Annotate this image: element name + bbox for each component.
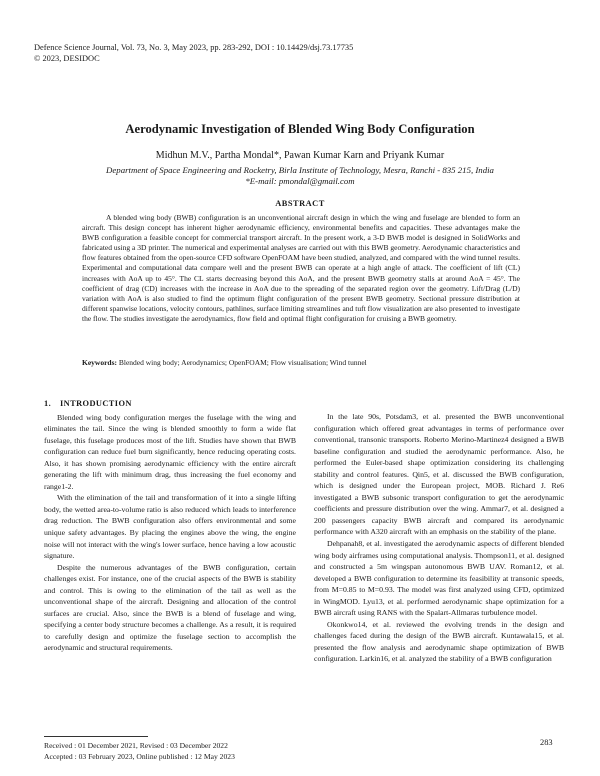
section-title: INTRODUCTION	[60, 399, 132, 408]
affiliation-block	[0, 165, 600, 187]
section-number: 1.	[44, 399, 52, 408]
received-line: Received : 01 December 2021, Revised : 03 December 2022	[44, 741, 228, 750]
body-paragraph: Blended wing body configuration merges the fuselage with the wing and eliminates the tail. Since the wing is blended smoothly to form a wide flat fuselage, this fuselage produces most of the lift. Studies have shown that BWB configuration can reduce fuel burn significantly, hence reducing operating costs. Also, it has shown promising aerodynamic efficiency with the entire aircraft generating the lift with minimum drag, thus increasing the fuel economy and range1-2.	[44, 412, 296, 491]
affiliation: Department of Space Engineering and Rocketry, Birla Institute of Technology, Mesra, Ranchi - 835 215, India	[106, 165, 494, 175]
author-list: Midhun M.V., Partha Mondal*, Pawan Kumar Karn and Priyank Kumar	[155, 150, 445, 161]
received-dates	[44, 740, 235, 762]
page-number: 283	[540, 738, 553, 747]
corresponding-email: *E-mail: pmondal@gmail.com	[245, 176, 355, 186]
abstract-text: A blended wing body (BWB) configuration is an unconventional aircraft design in which the wing and fuselage are blended to form an aircraft. This design concept has inherent higher aerodynamic efficiency, environmental benefits and capacities. These advantages make the BWB configuration a feasible concept for commercial transport aircraft. In the present work, a 3-D BWB model is designed in SolidWorks and fabricated using a 3D printer. The numerical and experimental analyses are carried out with this BWB geometry. Aerodynamic characteristics and flow features obtained from the open-source CFD software OpenFOAM have been studied, analyzed, and compared with the wind tunnel results. Experimental and computational data compare well and the present BWB can operate at a high angle of attack. The coefficient of lift (CL) increases with AoA up to 45°. The CL starts decreasing beyond this AoA, and the present BWB geometry stalls at around AoA = 45°. The coefficient of drag (CD) increases with the increase in AoA due to the spreading of the separated region over the geometry. Lift/Drag (L/D) variation with AoA is also studied to find the optimum flight configuration of the present BWB geometry. Sectional pressure distribution at different spanwise locations, velocity contours, pathlines, surface limiting streamlines and tuft flow visualization are also presented to investigate the flow. The studies investigate the aerodynamics, flow field and optimal flight configuration for cruising a BWB geometry.	[82, 213, 520, 323]
abstract-heading: ABSTRACT	[275, 199, 325, 208]
footnote-rule	[44, 736, 148, 737]
left-column	[44, 398, 296, 654]
body-paragraph: In the late 90s, Potsdam3, et al. presented the BWB unconventional configuration which offered great advantages in terms of performance over conventional, transonic transports. Roberto Merino-Martinez4 designed a BWB baseline configuration and studied the aerodynamic performance. Also, he performed the Euler-based shape optimization considering its challenging stability and control features. Qin5, et al. discussed the BWB configuration, which is designed under the European project, MOB. Richard J. Re6 investigated a BWB subsonic transport configuration to get the aerodynamic coefficients and pressure distribution over the wing. Ammar7, et al. designed a 200 passengers capacity BWB aircraft and compared its aerodynamic performance with A320 aircraft with an emphasis on the stability of the plane.	[314, 412, 564, 537]
paper-title: Aerodynamic Investigation of Blended Wing Body Configuration	[125, 122, 475, 136]
right-column	[314, 411, 564, 665]
copyright-line: © 2023, DESIDOC	[34, 54, 100, 63]
body-paragraph: Dehpanah8, et al. investigated the aerodynamic aspects of different blended wing body airframes using computational analysis. Thompson11, et al. designed and constructed a 5m wingspan autonomous BWB UAV. Roman12, et al. developed a BWB configuration to determine its feasibility at transonic speeds, from M=0.85 to M=0.93. The model was first analyzed using CFD, optimized in WingMOD. Lyu13, et al. performed aerodynamic shape optimization for a BWB aircraft using RANS with the Spalart-Allmaras turbulence model.	[314, 539, 564, 618]
section-heading	[44, 398, 296, 410]
body-paragraph: Okonkwo14, et al. reviewed the evolving trends in the design and challenges faced during the design of the BWB aircraft. Kuntawala15, et al. presented the flow analysis and aerodynamic shape optimization of BWB configuration. Larkin16, et al. analyzed the stability of a BWB configuration	[314, 619, 564, 664]
keywords-list: Blended wing body; Aerodynamics; OpenFOAM; Flow visualisation; Wind tunnel	[118, 358, 367, 367]
keywords-line	[82, 358, 520, 367]
journal-header	[34, 42, 353, 64]
body-paragraph: With the elimination of the tail and transformation of it into a single lifting body, the wetted area-to-volume ratio is also reduced which leads to interference drag reduction. The BWB configuration also offers environmental and some unique safety advantages. By placing the engines above the wing, the engine noise will not interact with the wing's lower surface, hence having a low acoustic signature.	[44, 493, 296, 561]
journal-citation: Defence Science Journal, Vol. 73, No. 3, May 2023, pp. 283-292, DOI : 10.14429/dsj.73.17735	[34, 43, 354, 52]
accepted-line: Accepted : 03 February 2023, Online published : 12 May 2023	[44, 752, 235, 761]
body-paragraph: Despite the numerous advantages of the BWB configuration, certain challenges exist. For instance, one of the crucial aspects of the BWB is stability and control. This is owing to the elimination of the tail as well as the unconventional shape of the aircraft. Designing and allocation of the control surfaces are crucial. Also, since the BWB is a blend of fuselage and wing, specifying a center body structure becomes a challenge. As a result, it is required to carefully design and optimize the fuselage section to accomplish the aerodynamic and structural requirements.	[44, 562, 296, 653]
keywords-label: Keywords:	[82, 358, 117, 367]
